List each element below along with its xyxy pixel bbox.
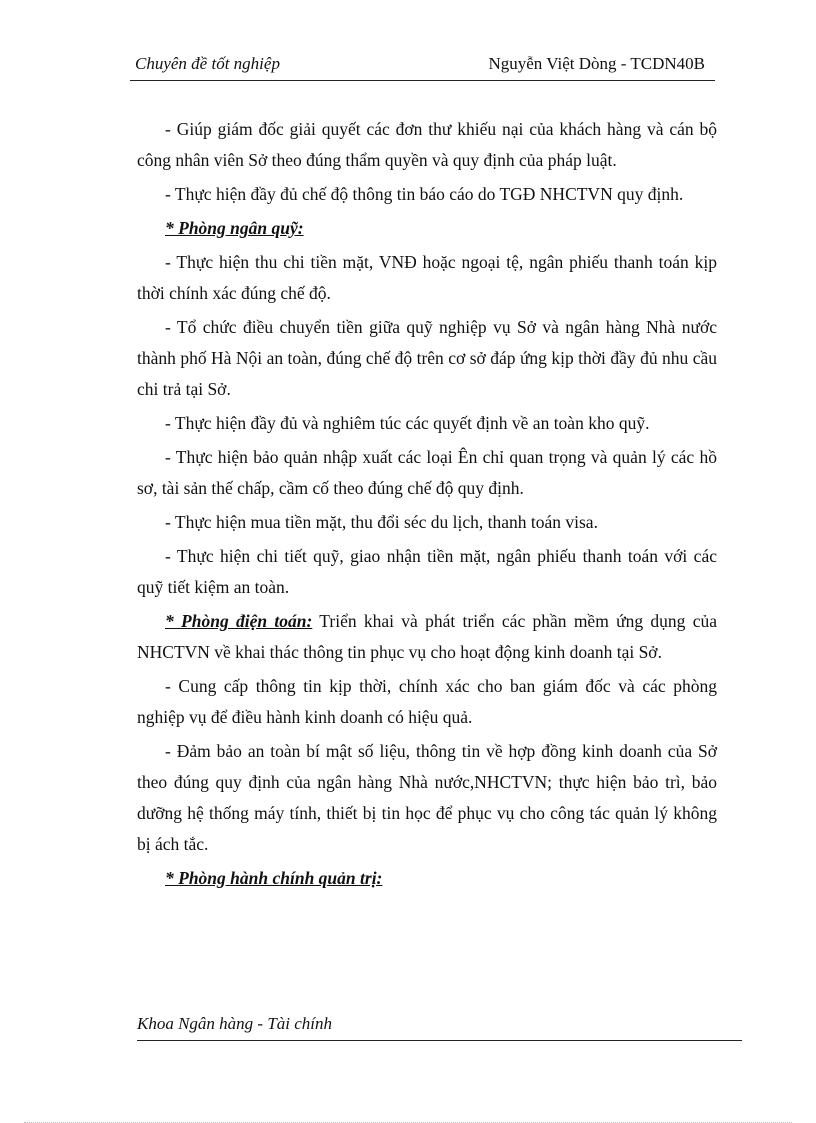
section-heading-admin bbox=[137, 863, 717, 894]
paragraph: - Thực hiện đầy đủ và nghiêm túc các quyết định về an toàn kho quỹ. bbox=[165, 413, 650, 433]
paragraph: - Thực hiện chi tiết quỹ, giao nhận tiền mặt, ngân phiếu thanh toán với các quỹ tiết kiệm an toàn. bbox=[137, 546, 717, 597]
section-heading-treasury bbox=[137, 213, 717, 244]
page-header bbox=[130, 52, 715, 81]
paragraph: - Thực hiện bảo quản nhập xuất các loại Ên chỉ quan trọng và quản lý các hồ sơ, tài sản thế chấp, cầm cố theo đúng chế độ quy định. bbox=[137, 447, 717, 498]
footer-faculty: Khoa Ngân hàng - Tài chính bbox=[137, 1014, 333, 1033]
section-heading-text: * Phòng hành chính quản trị: bbox=[165, 868, 383, 888]
paragraph: - Tổ chức điều chuyển tiền giữa quỹ nghiệp vụ Sở và ngân hàng Nhà nước thành phố Hà Nội an toàn, đúng chế độ trên cơ sở đáp ứng kịp thời đầy đủ nhu cầu chi trả tại Sở. bbox=[137, 317, 717, 399]
header-author: Nguyễn Việt Dòng - TCDN40B bbox=[488, 54, 705, 73]
paragraph: - Thực hiện đầy đủ chế độ thông tin báo cáo do TGĐ NHCTVN quy định. bbox=[165, 184, 684, 204]
paragraph: - Giúp giám đốc giải quyết các đơn thư khiếu nại của khách hàng và cán bộ công nhân viên Sở theo đúng thẩm quyền và quy định của pháp luật. bbox=[137, 119, 717, 170]
header-document-title: Chuyên đề tốt nghiệp bbox=[135, 54, 280, 73]
section-heading-text: * Phòng ngân quỹ: bbox=[165, 218, 304, 238]
section-heading-computing bbox=[137, 606, 717, 668]
paragraph-inline: Triển khai và phát triển các phần mềm ứng dụng của NHCTVN về khai thác thông tin phục vụ cho hoạt động kinh doanh tại Sở. bbox=[137, 611, 717, 662]
paragraph: - Thực hiện thu chi tiền mặt, VNĐ hoặc ngoại tệ, ngân phiếu thanh toán kịp thời chính xác đúng chế độ. bbox=[137, 252, 717, 303]
paragraph: - Đảm bảo an toàn bí mật số liệu, thông tin về hợp đồng kinh doanh của Sở theo đúng quy định của ngân hàng Nhà nước,NHCTVN; thực hiện bảo trì, bảo dưỡng hệ thống máy tính, thiết bị tin học để phục vụ cho công tác quản lý không bị ách tắc. bbox=[137, 741, 717, 854]
document-body bbox=[137, 114, 717, 897]
paragraph: - Cung cấp thông tin kịp thời, chính xác cho ban giám đốc và các phòng nghiệp vụ để điều hành kinh doanh có hiệu quả. bbox=[137, 676, 717, 727]
paragraph: - Thực hiện mua tiền mặt, thu đổi séc du lịch, thanh toán visa. bbox=[165, 512, 598, 532]
page-footer bbox=[137, 1014, 742, 1041]
section-heading-text: * Phòng điện toán: bbox=[165, 611, 313, 631]
